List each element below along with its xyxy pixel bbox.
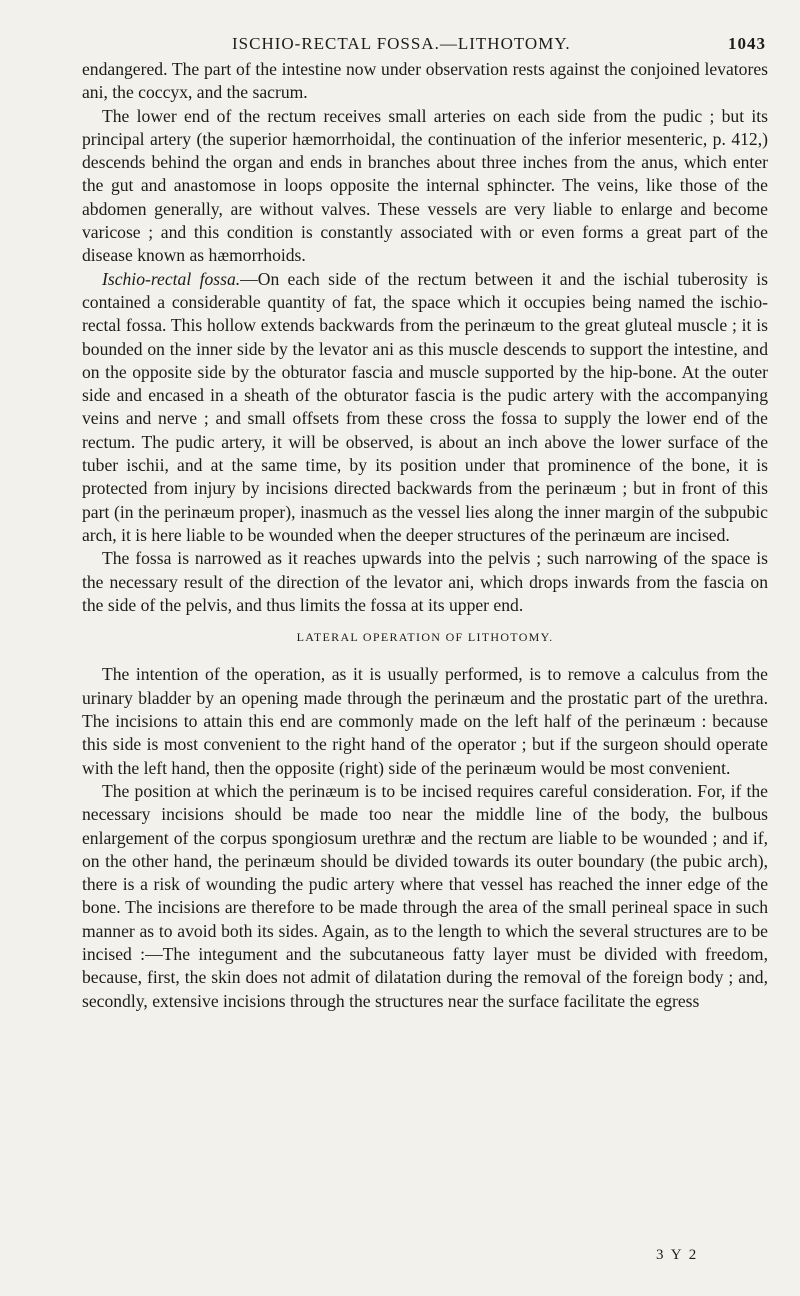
- paragraph-lead-italic: Ischio-rectal fossa.: [102, 268, 241, 289]
- book-page: [82, 30, 768, 1013]
- running-head-title: ISCHIO-RECTAL FOSSA.—LITHOTOMY.: [232, 34, 571, 53]
- paragraph-ischio-rectal-fossa-body: —On each side of the rectum between it and the ischial tuberosity is contained a considerable quantity of fat, the space which it occupies being named the ischio-rectal fossa. This hollow extends backwards from the perinæum to the great gluteal muscle ; it is bounded on the inner side by the levator ani as this muscle descends to support the intestine, and on the opposite side by the obturator fascia and muscle supported by the hip-bone. At the outer side and encased in a sheath of the obturator fascia is the pudic artery with the accompanying veins and nerve ; and small offsets from these cross the fossa to supply the lower end of the rectum. The pudic artery, it will be observed, is about an inch above the lower surface of the tuber ischii, and at the same time, by its position under that prominence of the bone, it is protected from injury by incisions directed backwards from the perinæum ; but in front of this part (in the perinæum proper), inasmuch as the vessel lies along the inner margin of the subpubic arch, it is here liable to be wounded when the deeper structures of the perinæum are incised.: [82, 268, 768, 545]
- paragraph-ischio-rectal-fossa: [82, 268, 768, 548]
- page-number: 1043: [728, 34, 766, 53]
- signature-mark: 3 Y 2: [656, 1247, 699, 1263]
- paragraph-fossa-narrowing: The fossa is narrowed as it reaches upwards into the pelvis ; such narrowing of the space is the necessary result of the direction of the levator ani, which drops inwards from the fascia on the side of the pelvis, and thus limits the fossa at its upper end.: [82, 548, 768, 615]
- paragraph-continuation: endangered. The part of the intestine now under observation rests against the conjoined levatores ani, the coccyx, and the sacrum.: [82, 59, 768, 103]
- paragraph-incision-position: The position at which the perinæum is to be incised requires careful consideration. For, if the necessary incisions should be made too near the middle line of the body, the bulbous enlargement of the corpus spongiosum urethræ and the rectum are liable to be wounded ; and if, on the other hand, the perinæum should be divided towards its outer boundary (the pubic arch), there is a risk of wounding the pudic artery where that vessel has reached the inner edge of the bone. The incisions are therefore to be made through the area of the small perineal space in such manner as to avoid both its sides. Again, as to the length to which the several structures are to be incised :—The integument and the subcutaneous fatty layer must be divided with freedom, because, first, the skin does not admit of dilatation during the removal of the foreign body ; and, secondly, extensive incisions through the structures near the surface facilitate the egress: [82, 780, 768, 1011]
- body-text: [82, 58, 768, 1013]
- paragraph-operation-intention: The intention of the operation, as it is usually performed, is to remove a calculus from the urinary bladder by an opening made through the perinæum and the prostatic part of the urethra. The incisions to attain this end are commonly made on the left half of the perinæum : because this side is most convenient to the right hand of the operator ; but if the surgeon should operate with the left hand, then the opposite (right) side of the perinæum would be most convenient.: [82, 664, 768, 778]
- paragraph-rectum-arteries: The lower end of the rectum receives small arteries on each side from the pudic ; but its principal artery (the superior hæmorrhoidal, the continuation of the inferior mesenteric, p. 412,) descends behind the organ and ends in branches about three inches from the anus, which enter the gut and anastomose in loops opposite the internal sphincter. The veins, like those of the abdomen generally, are without valves. These vessels are very liable to enlarge and become varicose ; and this condition is constantly associated with or even forms a great part of the disease known as hæmorrhoids.: [82, 105, 768, 266]
- running-head: [82, 30, 768, 58]
- section-heading: LATERAL OPERATION OF LITHOTOMY.: [296, 630, 554, 645]
